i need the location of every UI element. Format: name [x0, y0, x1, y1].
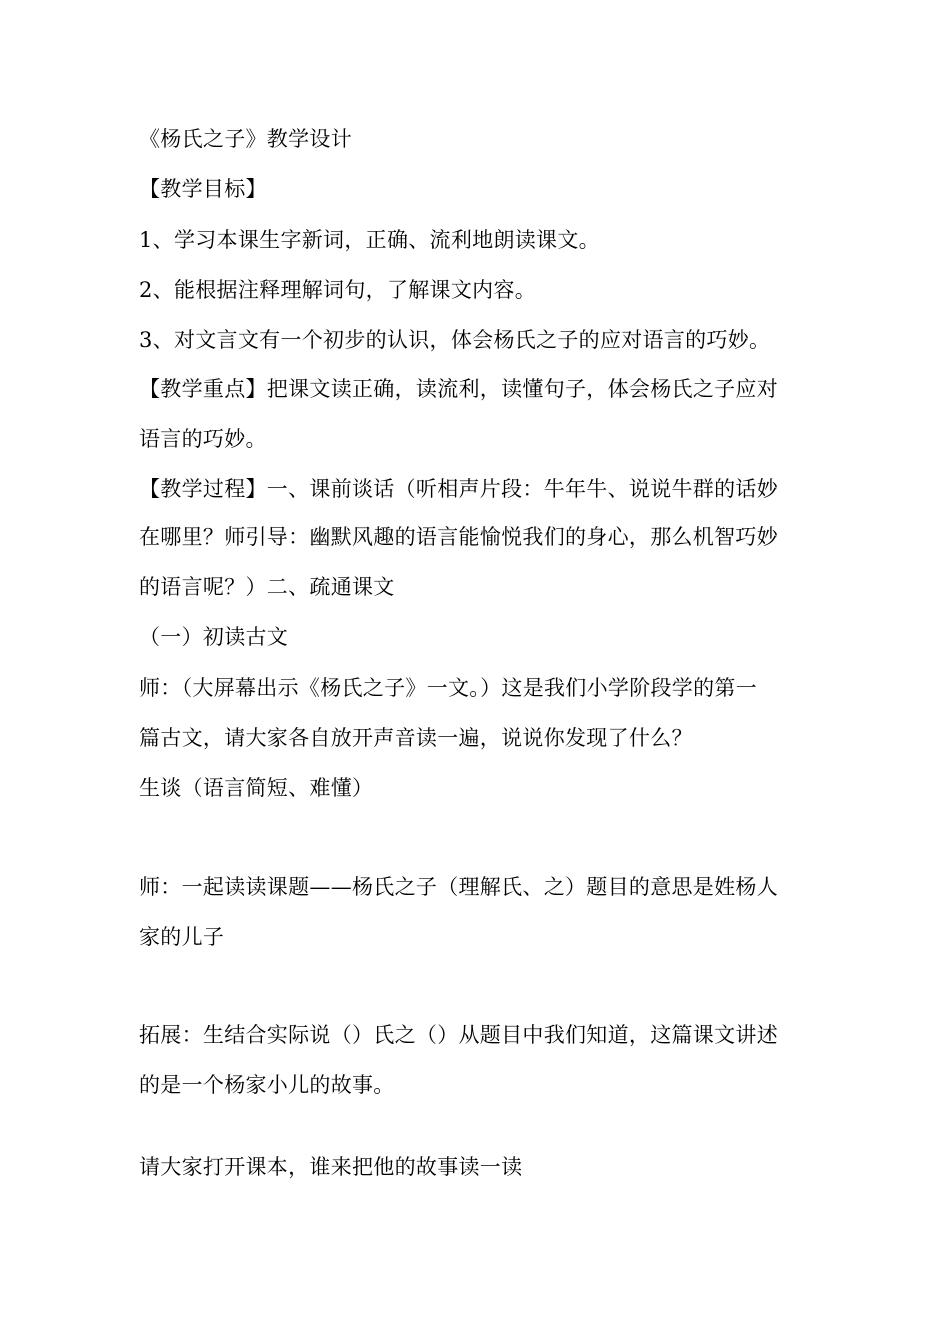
extension-paragraph-line-2: 的是一个杨家小儿的故事。 — [139, 1073, 395, 1097]
student-response-line: 生谈（语言简短、难懂） — [139, 776, 374, 800]
title-reading-paragraph-line-2: 家的儿子 — [139, 925, 225, 949]
closing-instruction-line: 请大家打开课本，谁来把他的故事读一读 — [139, 1155, 523, 1179]
extension-paragraph-line-1: 拓展：生结合实际说（）氏之（）从题目中我们知道，这篇课文讲述 — [139, 1023, 778, 1047]
teacher-paragraph-line-2: 篇古文，请大家各自放开声音读一遍，说说你发现了什么？ — [139, 726, 693, 750]
key-points-paragraph-line-2: 语言的巧妙。 — [139, 427, 267, 451]
teacher-paragraph-line-1: 师：（大屏幕出示《杨氏之子》一文。）这是我们小学阶段学的第一 — [139, 676, 757, 700]
document-title: 《杨氏之子》教学设计 — [139, 127, 352, 151]
process-paragraph-line-2: 在哪里？师引导：幽默风趣的语言能愉悦我们的身心，那么机智巧妙 — [139, 525, 778, 549]
objective-item-3: 3、对文言文有一个初步的认识，体会杨氏之子的应对语言的巧妙。 — [139, 328, 771, 352]
subsection-heading-first-reading: （一）初读古文 — [139, 625, 289, 649]
objective-item-2: 2、能根据注释理解词句，了解课文内容。 — [139, 278, 537, 302]
key-points-paragraph-line-1: 【教学重点】把课文读正确，读流利，读懂句子，体会杨氏之子应对 — [139, 377, 778, 401]
process-paragraph-line-3: 的语言呢？）二、疏通课文 — [139, 575, 395, 599]
title-reading-paragraph-line-1: 师：一起读读课题——杨氏之子（理解氏、之）题目的意思是姓杨人 — [139, 875, 778, 899]
process-paragraph-line-1: 【教学过程】一、课前谈话（听相声片段：牛年牛、说说牛群的话妙 — [139, 477, 778, 501]
section-heading-objectives: 【教学目标】 — [139, 177, 267, 201]
objective-item-1: 1、学习本课生字新词，正确、流利地朗读课文。 — [139, 228, 600, 252]
